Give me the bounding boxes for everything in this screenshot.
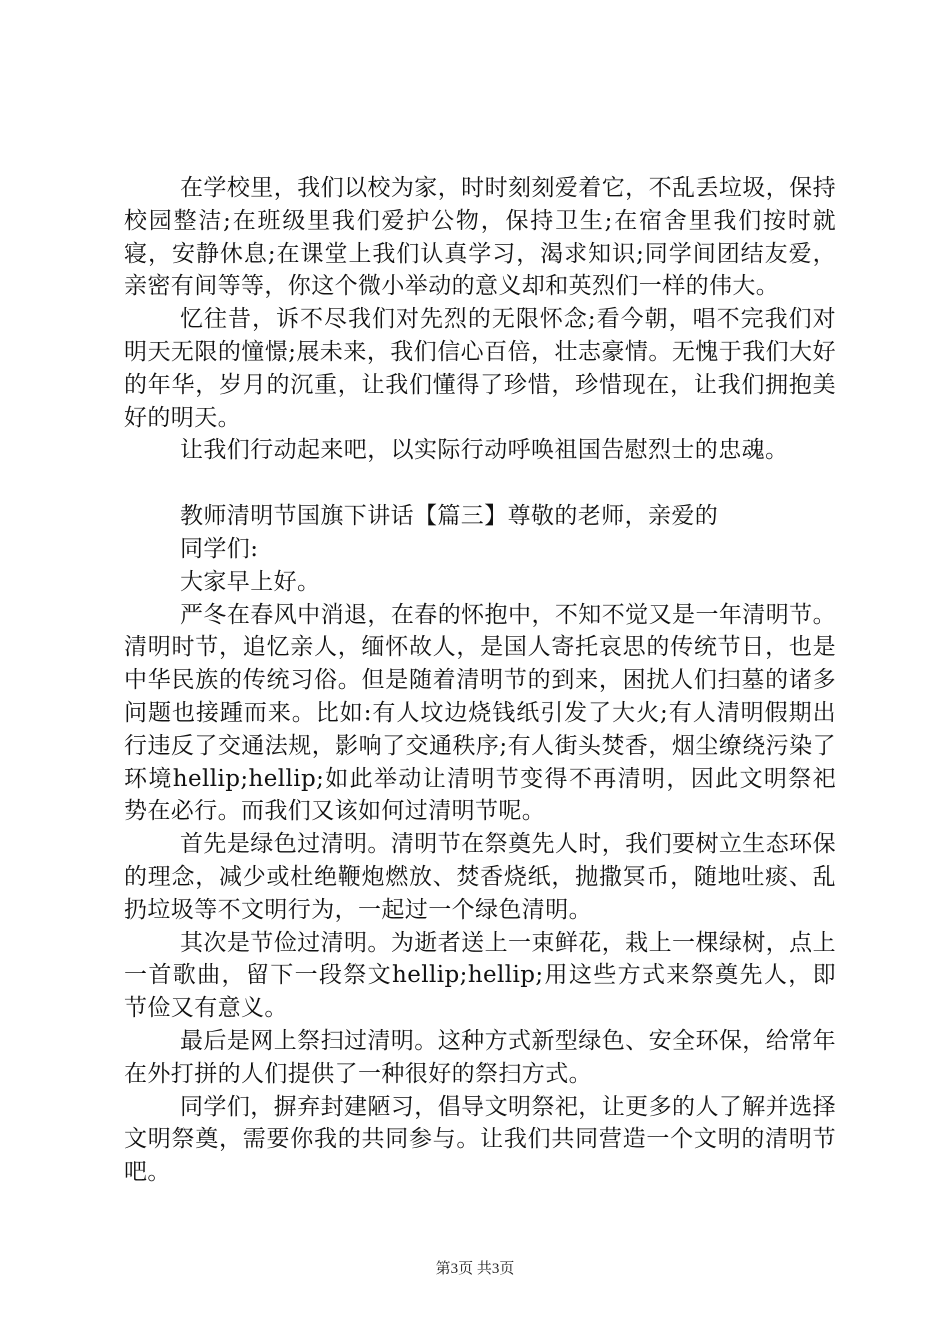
greeting: 大家早上好。 bbox=[180, 568, 321, 595]
paragraph-online: 最后是网上祭扫过清明。这种方式新型绿色、安全环保，给常年在外打拼的人们提供了一种很好的祭扫方式。 bbox=[124, 1027, 836, 1087]
page-footer: 第3页 共3页 bbox=[435, 1261, 515, 1277]
section-heading: 教师清明节国旗下讲话【篇三】尊敬的老师，亲爱的 bbox=[180, 503, 719, 530]
paragraph-school: 在学校里，我们以校为家，时时刻刻爱着它，不乱丢垃圾，保持校园整洁;在班级里我们爱护公物，保持卫生;在宿舍里我们按时就寝，安静休息;在课堂上我们认真学习，渴求知识;同学间团结友爱，亲密有间等等，你这个微小举动的意义却和英烈们一样的伟大。 bbox=[124, 175, 836, 300]
document-body bbox=[124, 172, 836, 1189]
paragraph-introduction: 严冬在春风中消退，在春的怀抱中，不知不觉又是一年清明节。清明时节，追忆亲人，缅怀故人，是国人寄托哀思的传统节日，也是中华民族的传统习俗。但是随着清明节的到来，困扰人们扫墓的诸多问题也接踵而来。比如:有人坟边烧钱纸引发了大火;有人清明假期出行违反了交通法规，影响了交通秩序;有人街头焚香，烟尘缭绕污染了环境hellip;hellip;如此举动让清明节变得不再清明，因此文明祭祀势在必行。而我们又该如何过清明节呢。 bbox=[124, 601, 836, 825]
section-salutation: 同学们: bbox=[180, 535, 259, 562]
paragraph-closing: 同学们，摒弃封建陋习，倡导文明祭祀，让更多的人了解并选择文明祭奠，需要你我的共同参与。让我们共同营造一个文明的清明节吧。 bbox=[124, 1093, 836, 1186]
paragraph-call-to-action: 让我们行动起来吧，以实际行动呼唤祖国告慰烈士的忠魂。 bbox=[180, 437, 789, 464]
paragraph-frugal: 其次是节俭过清明。为逝者送上一束鲜花，栽上一棵绿树，点上一首歌曲，留下一段祭文hellip;hellip;用这些方式来祭奠先人，即节俭又有意义。 bbox=[124, 929, 836, 1022]
paragraph-remembrance: 忆往昔，诉不尽我们对先烈的无限怀念;看今朝，唱不完我们对明天无限的憧憬;展未来，我们信心百倍，壮志豪情。无愧于我们大好的年华，岁月的沉重，让我们懂得了珍惜，珍惜现在，让我们拥抱美好的明天。 bbox=[124, 306, 836, 431]
section-gap bbox=[124, 467, 836, 500]
paragraph-green: 首先是绿色过清明。清明节在祭奠先人时，我们要树立生态环保的理念，减少或杜绝鞭炮燃放、焚香烧纸，抛撒冥币，随地吐痰、乱扔垃圾等不文明行为，一起过一个绿色清明。 bbox=[124, 831, 836, 923]
